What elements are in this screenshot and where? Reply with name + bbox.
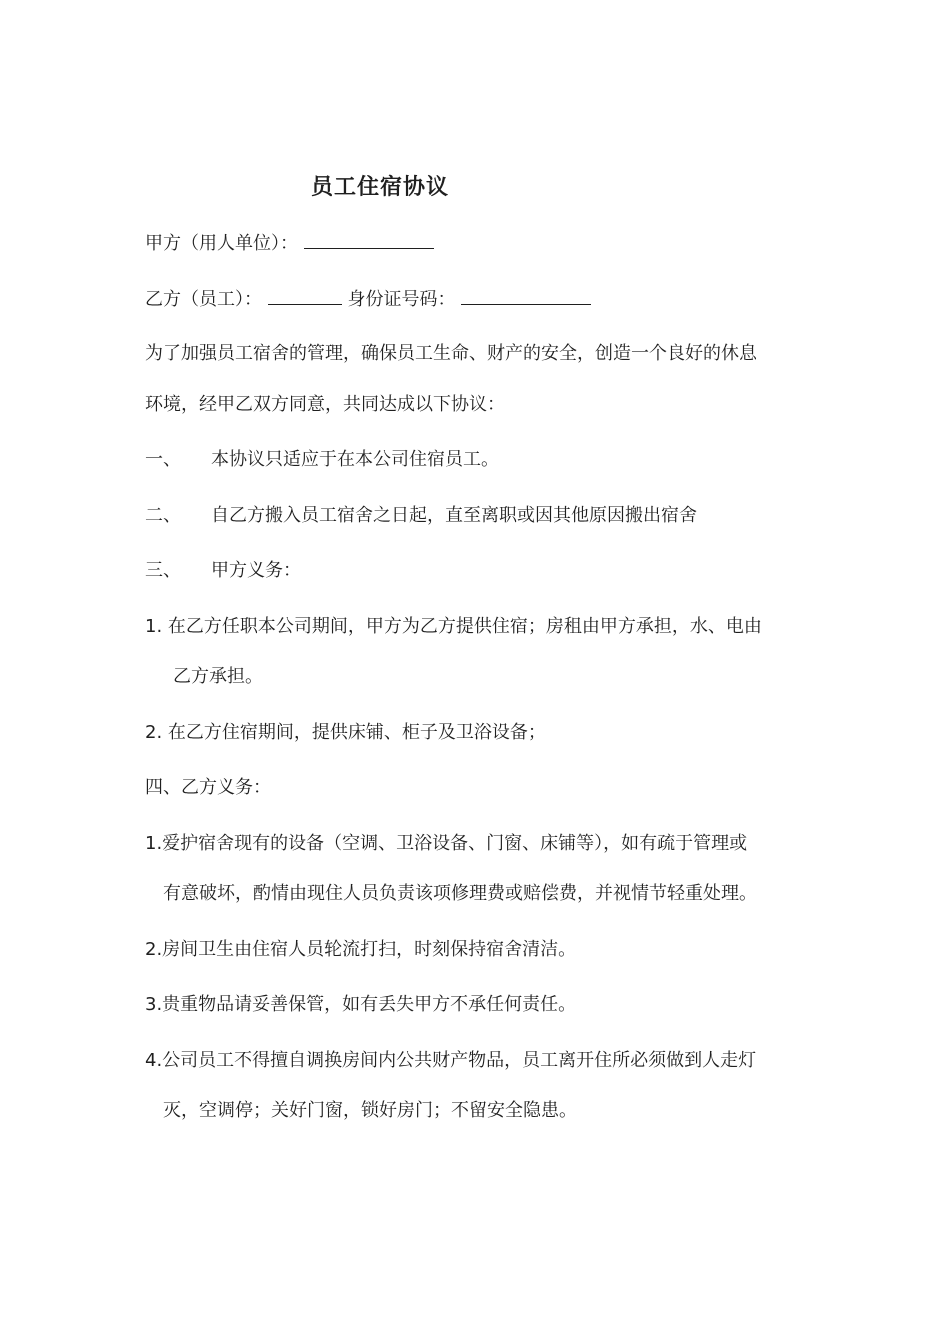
section-four-heading: 四、乙方义务：	[145, 777, 271, 798]
party-b-duty-1-line-1: 1.爱护宿舍现有的设备（空调、卫浴设备、门窗、床铺等），如有疏于管理或	[145, 833, 748, 854]
clause-number: 一、	[145, 449, 181, 470]
clause-text: 本协议只适应于在本公司住宿员工。	[211, 449, 499, 470]
document-title: 员工住宿协议	[310, 175, 449, 200]
clause-1	[145, 447, 499, 473]
party-a-label: 甲方（用人单位）：	[145, 233, 298, 254]
clause-2	[145, 503, 697, 529]
clause-text: 甲方义务：	[211, 560, 301, 581]
party-b-line	[145, 286, 591, 313]
party-a-duty-1-line-1: 1. 在乙方任职本公司期间，甲方为乙方提供住宿；房租由甲方承担，水、电由	[145, 616, 762, 637]
clause-text: 自乙方搬入员工宿舍之日起，直至离职或因其他原因搬出宿舍	[211, 505, 697, 526]
id-number-label: 身份证号码：	[347, 289, 456, 310]
party-a-blank	[304, 230, 434, 249]
party-b-duty-3: 3.贵重物品请妥善保管，如有丢失甲方不承任何责任。	[145, 994, 577, 1015]
party-a-duty-1-line-2: 乙方承担。	[173, 666, 263, 687]
party-a-line	[145, 230, 434, 257]
party-b-duty-4-line-2: 灭，空调停；关好门窗，锁好房门；不留安全隐患。	[163, 1100, 577, 1121]
party-a-duty-2: 2. 在乙方住宿期间，提供床铺、柜子及卫浴设备；	[145, 722, 546, 743]
clause-number: 二、	[145, 505, 181, 526]
party-b-duty-4-line-1: 4.公司员工不得擅自调换房间内公共财产物品，员工离开住所必须做到人走灯	[145, 1050, 757, 1071]
id-number-blank	[461, 286, 591, 305]
party-b-duty-1-line-2: 有意破坏，酌情由现住人员负责该项修理费或赔偿费，并视情节轻重处理。	[163, 883, 757, 904]
clause-number: 三、	[145, 560, 181, 581]
party-b-duty-2: 2.房间卫生由住宿人员轮流打扫，时刻保持宿舍清洁。	[145, 939, 577, 960]
intro-line-2: 环境，经甲乙双方同意，共同达成以下协议：	[145, 394, 505, 415]
intro-line-1: 为了加强员工宿舍的管理，确保员工生命、财产的安全，创造一个良好的休息	[145, 343, 757, 364]
party-b-label: 乙方（员工）：	[145, 289, 262, 310]
party-b-blank	[268, 286, 342, 305]
clause-3	[145, 558, 301, 584]
